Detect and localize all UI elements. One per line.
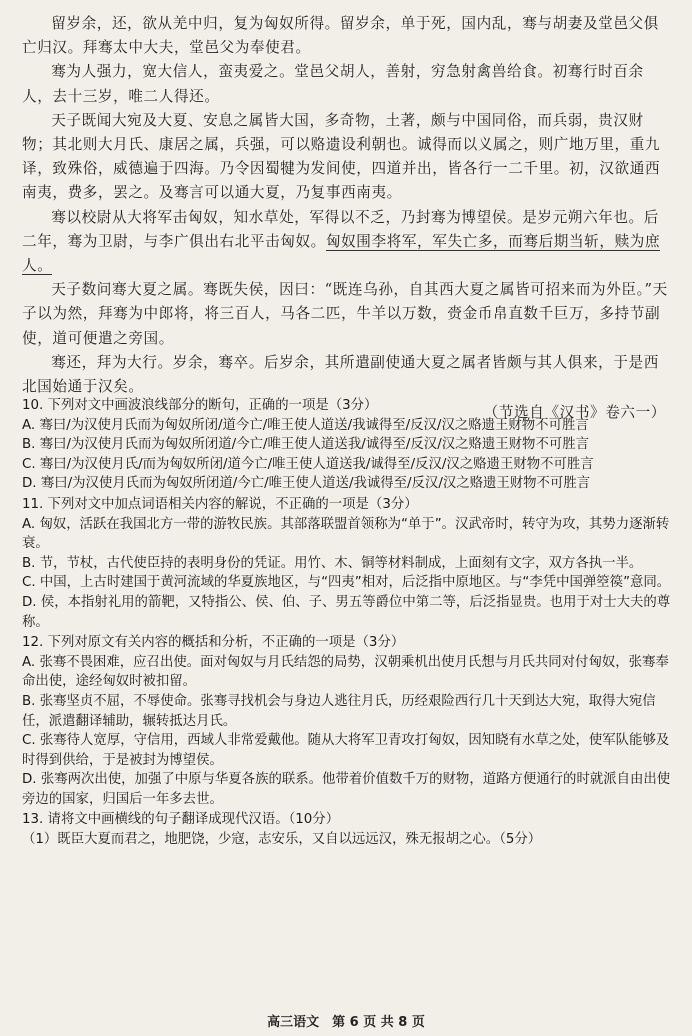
passage-paragraph: 留岁余，还，欲从羌中归，复为匈奴所得。留岁余，单于死，国内乱，骞与胡妻及堂邑父俱亡归汉。拜骞太中大夫，堂邑父为奉使君。 [22,15,659,57]
option-a: A. 张骞不畏困难，应召出使。面对匈奴与月氏结怨的局势，汉朝乘机出使月氏想与月氏共同对付匈奴，张骞奉命出使，途经匈奴时被扣留。 [22,654,669,690]
option-a: A. 骞曰/为汉使月氏而为匈奴所闭/道今亡/唯王使人道送/我诚得至/反汉/汉之赂遗王财物不可胜言 [22,417,589,433]
option-c: C. 中国，上古时建国于黄河流域的华夏族地区，与“四夷”相对，后泛指中原地区。与“李凭中国弹箜篌”意同。 [22,575,671,591]
option-d: D. 骞曰/为汉使月氏而为匈奴所闭道/今亡/唯王使人道送/我诚得至/反汉/汉之赂遗王财物不可胜言 [22,476,591,492]
option-b: B. 节，节杖，古代使臣持的表明身份的凭证。用竹、木、铜等材料制成，上面刻有文字，双方各执一半。 [22,555,643,571]
question-list [22,396,672,851]
passage-paragraph [22,206,672,279]
option-c: C. 骞曰/为汉使月氏/而为匈奴所闭/道今亡/唯王使人道送我/诚得至/反汉/汉之赂遗王财物不可胜言 [22,456,594,472]
underlined-sentence: 匈奴围李将军，军失亡多，而骞后期当斩，赎为庶人。 [22,232,661,275]
option-a: A. 匈奴，活跃在我国北方一带的游牧民族。其部落联盟首领称为“单于”。汉武帝时，转守为攻，其势力逐渐转衰。 [22,516,670,552]
option-c: C. 张骞待人宽厚，守信用，西域人非常爱戴他。随从大将军卫青攻打匈奴，因知晓有水草之处，使军队能够及时得到供给，于是被封为博望侯。 [22,733,670,768]
question-12 [22,633,672,809]
question-stem: 12. 下列对原文有关内容的概括和分析，不正确的一项是（3分） [22,635,405,651]
question-stem: 13. 请将文中画横线的句子翻译成现代汉语。（10分） [22,812,340,828]
option-d: D. 张骞两次出使，加强了中原与华夏各族的联系。他带着价值数千万的财物，道路方便通行的时就派自由出使旁边的国家，归国后一年多去世。 [22,772,671,807]
option-d: D. 侯，本指射礼用的箭靶，又特指公、侯、伯、子、男五等爵位中第二等，后泛指显贵。也用于对士大夫的尊称。 [22,594,671,630]
option-b: B. 张骞坚贞不屈，不辱使命。张骞寻找机会与身边人逃往月氏，历经艰险西行几十天到达大宛，取得大宛信任，派遣翻译辅助，辗转抵达月氏。 [22,693,656,729]
page-footer: 高三语文 第 6 页 共 8 页 [267,1015,425,1030]
question-10 [22,396,672,494]
passage-paragraph: 天子数问骞大夏之属。骞既失侯，因曰：“既连乌孙，自其西大夏之属皆可招来而为外臣。”天子以为然，拜骞为中郎将，将三百人，马各二匹，牛羊以万数，赍金币帛直数千巨万，多持节副使，道可便遣之旁国。 [22,281,668,347]
question-11 [22,495,672,632]
passage-paragraph: 骞为人强力，宽大信人，蛮夷爱之。堂邑父胡人，善射，穷急射禽兽给食。初骞行时百余人，去十三岁，唯二人得还。 [22,63,644,105]
passage-paragraph: 骞还，拜为大行。岁余，骞卒。后岁余，其所遣副使通大夏之属者皆颇与其人俱来，于是西北国始通于汉矣。 [22,353,659,396]
classical-passage [22,12,672,425]
question-13 [22,810,672,849]
option-b: B. 骞曰/为汉使月氏而为匈奴所闭道/今亡/唯王使人道送我/诚得至/反汉/汉之赂遗王财物不可胜言 [22,437,589,453]
passage-text: 骞以校尉从大将军击匈奴，知水草处，军得以不乏，乃封骞为博望侯。是岁元朔六年也。后二年，骞为卫尉，与李广俱出右北平击匈奴。 [22,208,659,250]
passage-paragraph: 天子既闻大宛及大夏、安息之属皆大国，多奇物，土著，颇与中国同俗，而兵弱，贵汉财物；其北则大月氏、康居之属，兵强，可以赂遗设利朝也。诚得而以义属之，则广地万里，重九译，致殊俗，威德遍于四海。乃令因蜀犍为发间使，四道并出，皆各行一二千里。初，汉欲通西南夷，费多，罢之。及骞言可以通大夏，乃复事西南夷。 [22,111,661,202]
translation-item-1: （1）既臣大夏而君之，地肥饶，少寇，志安乐，又自以远远汉，殊无报胡之心。（5分） [22,832,542,848]
question-stem: 10. 下列对文中画波浪线部分的断句，正确的一项是（3分） [22,398,378,413]
question-stem: 11. 下列对文中加点词语相关内容的解说，不正确的一项是（3分） [22,496,418,512]
passage-source: （节选自《汉书》卷六一） [483,404,666,422]
